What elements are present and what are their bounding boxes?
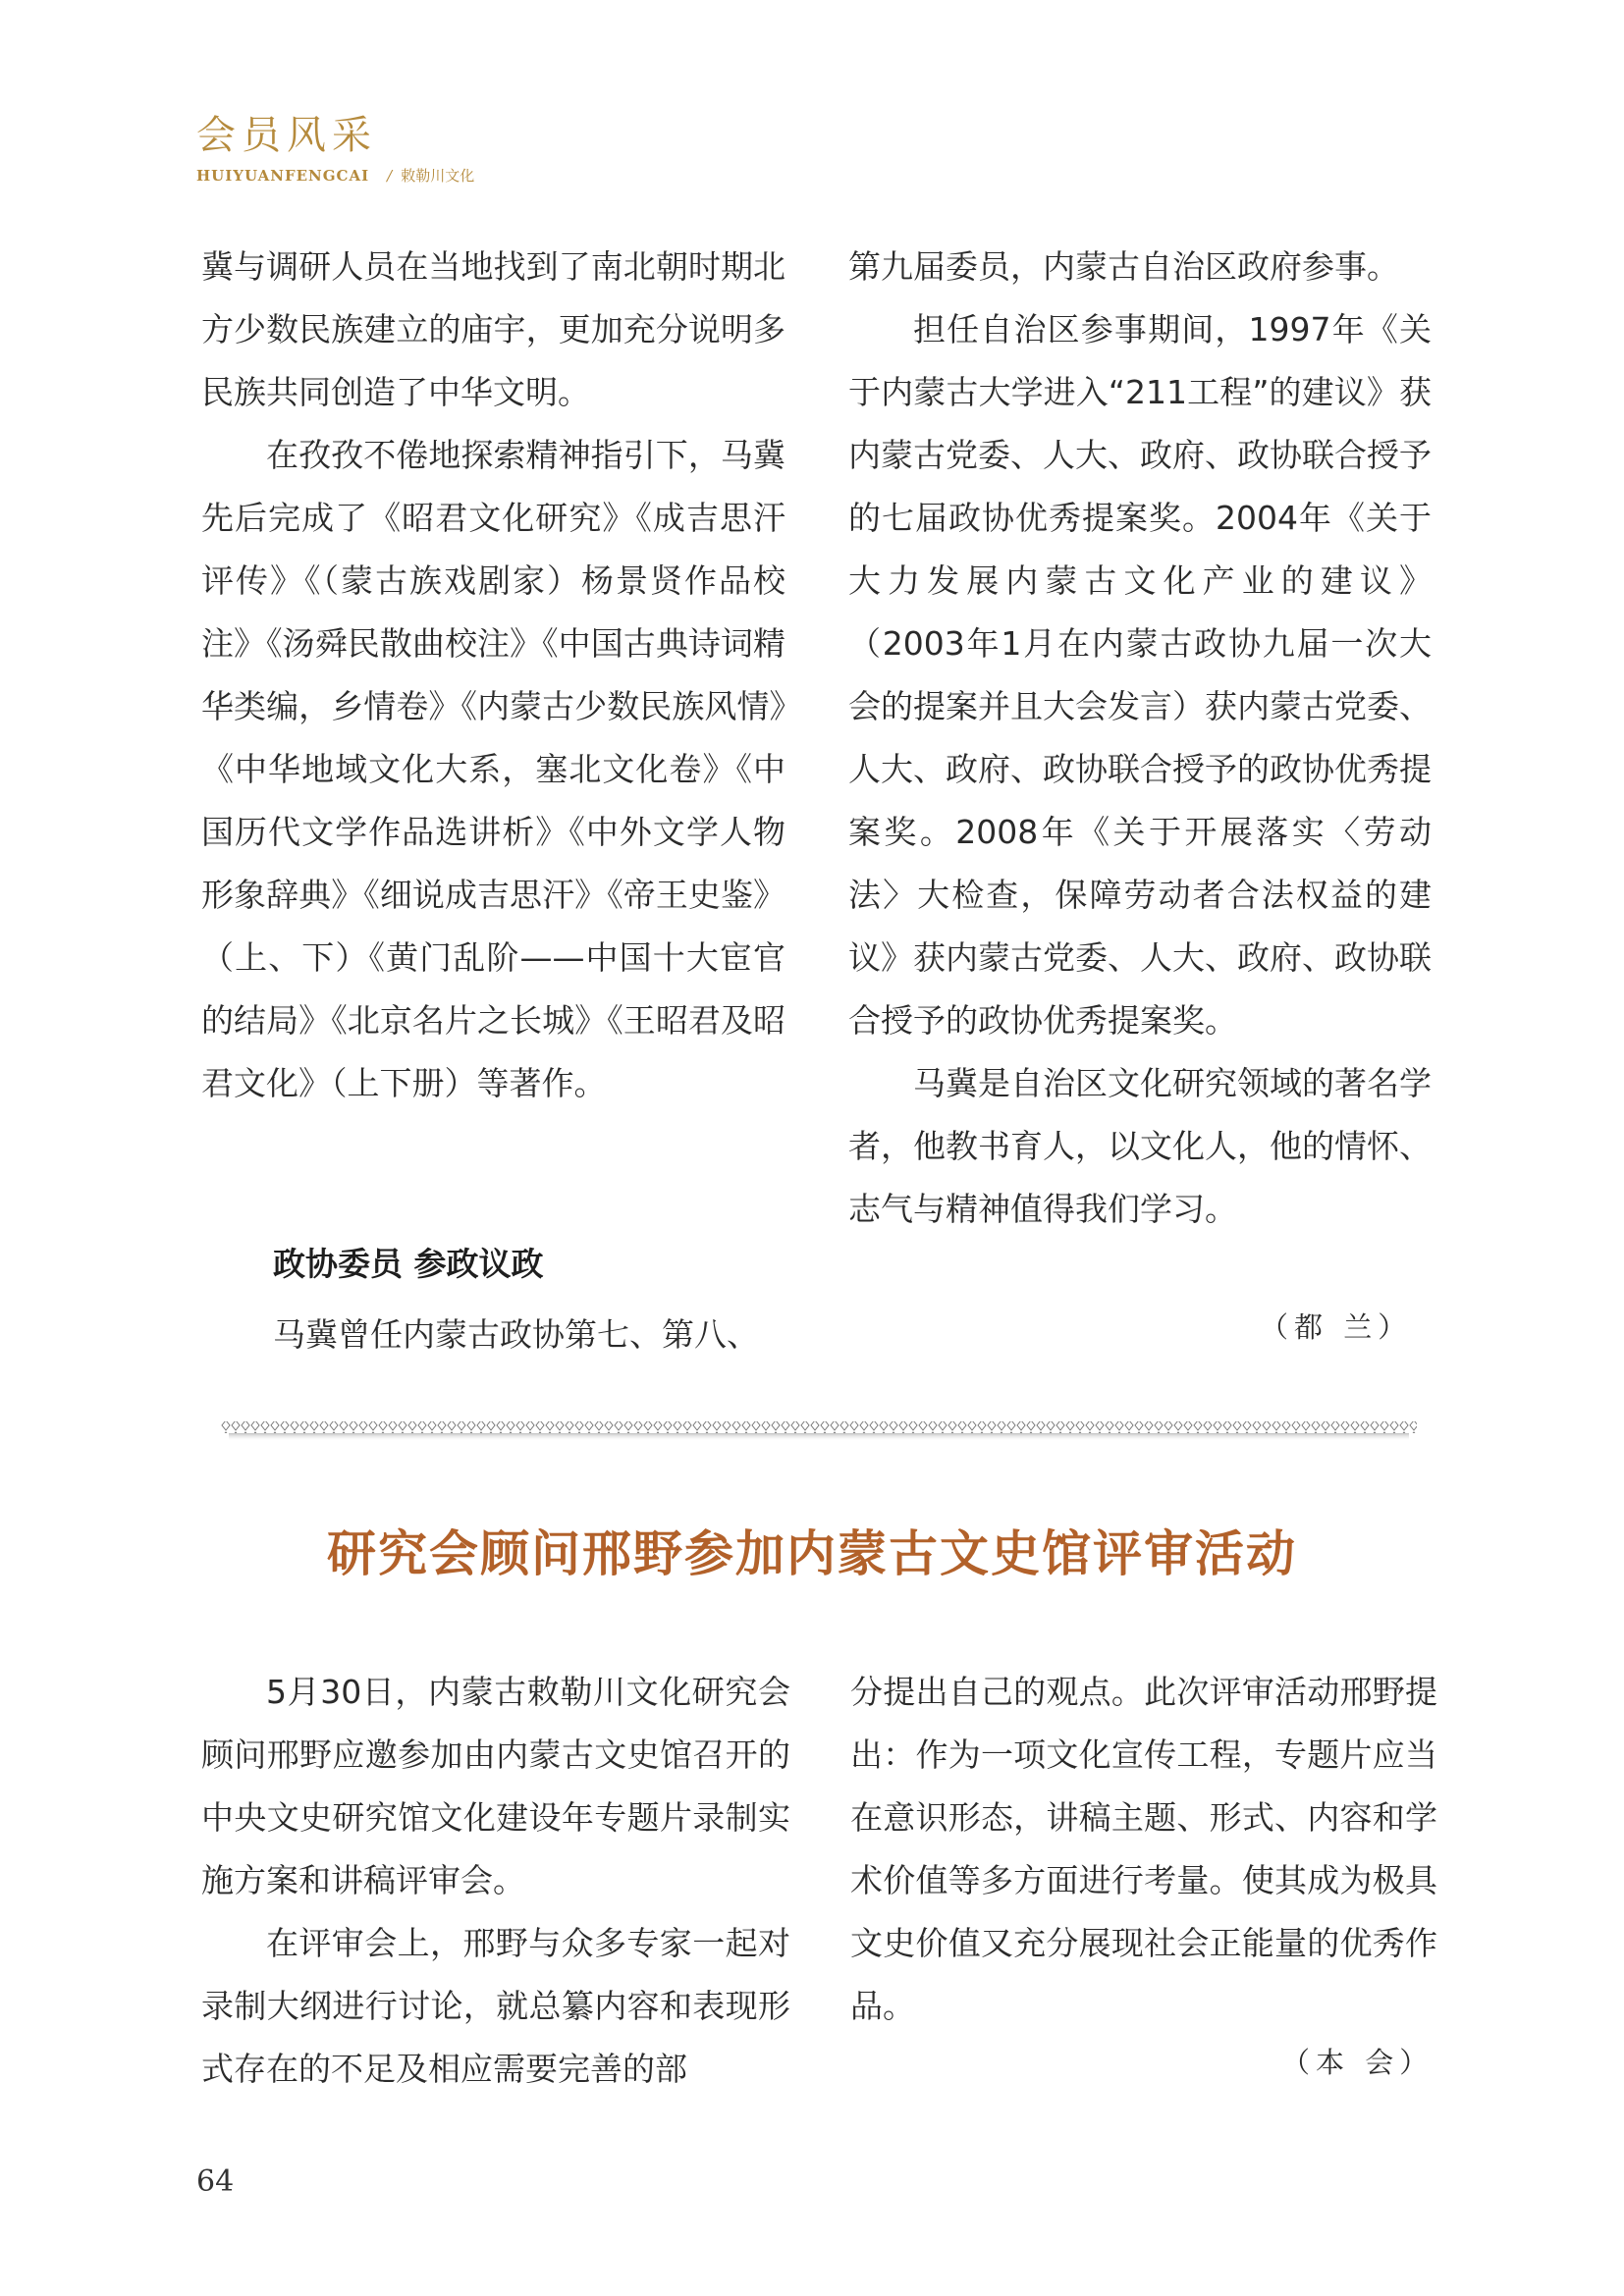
article1-paragraph: 担任自治区参事期间，1997年《关于内蒙古大学进入“211工程”的建议》获内蒙古党委、人大、政府、政协联合授予的七届政协优秀提案奖。2004年《关于大力发展内蒙古文化产业的建议》（2003年1月在内蒙古政协九届一次大会的提案并且大会发言）获内蒙古党委、人大、政府、政协联合授予的政协优秀提案奖。2008年《关于开展落实〈劳动法〉大检查，保障劳动者合法权益的建议》获内蒙古党委、人大、政府、政协联合授予的政协优秀提案奖。 [848,310,1432,1040]
section-slash: / [387,167,394,185]
article2-paragraph: 在评审会上，邢野与众多专家一起对录制大纲进行讨论，就总纂内容和表现形式存在的不足及相应需要完善的部 [201,1924,790,2088]
article2-right-column [850,1661,1437,2038]
article1-paragraph: 在孜孜不倦地探索精神指引下，马冀先后完成了《昭君文化研究》《成吉思汗评传》《（蒙古族戏剧家）杨景贤作品校注》《汤舜民散曲校注》《中国古典诗词精华类编，乡情卷》《内蒙古少数民族风情》《中华地域文化大系，塞北文化卷》《中国历代文学作品选讲析》《中外文学人物形象辞典》《细说成吉思汗》《帝王史鉴》（上、下）《黄门乱阶——中国十大宦官的结局》《北京名片之长城》《王昭君及昭君文化》（上下册）等著作。 [201,436,785,1102]
article1-paragraph: 冀与调研人员在当地找到了南北朝时期北方少数民族建立的庙宇，更加充分说明多民族共同创造了中华文明。 [201,247,785,411]
section-subtitle-pinyin: HUIYUANFENGCAI [196,167,370,185]
article2-signature: （本 会） [1281,2046,1435,2079]
section-title: 会员风采 [196,113,377,158]
article2-paragraph: 5月30日，内蒙古敕勒川文化研究会顾问邢野应邀参加由内蒙古文史馆召开的中央文史研究馆文化建设年专题片录制实施方案和讲稿评审会。 [201,1673,790,1899]
section-category: 敕勒川文化 [401,167,475,185]
article1-paragraph: 马冀是自治区文化研究领域的著名学者，他教书育人，以文化人，他的情怀、志气与精神值得我们学习。 [848,1064,1432,1228]
article1-right-column [848,236,1432,1241]
section-subtitle [196,169,474,184]
page-number: 64 [196,2164,235,2199]
article1-left-column [201,236,785,1115]
article1-signature: （都 兰） [1260,1310,1413,1344]
article2-paragraph: 分提出自己的观点。此次评审活动邢野提出：作为一项文化宣传工程，专题片应当在意识形态，讲稿主题、形式、内容和学术价值等多方面进行考量。使其成为极具文史价值又充分展现社会正能量的优秀作品。 [850,1673,1437,2025]
article1-section-body: 马冀曾任内蒙古政协第七、第八、 [273,1315,759,1354]
article2-left-column [201,1661,790,2101]
article2-title: 研究会顾问邢野参加内蒙古文史馆评审活动 [327,1525,1297,1582]
article1-paragraph: 第九届委员，内蒙古自治区政府参事。 [848,247,1399,286]
article1-section-heading: 政协委员 参政议政 [273,1245,544,1283]
decorative-divider [221,1419,1417,1447]
